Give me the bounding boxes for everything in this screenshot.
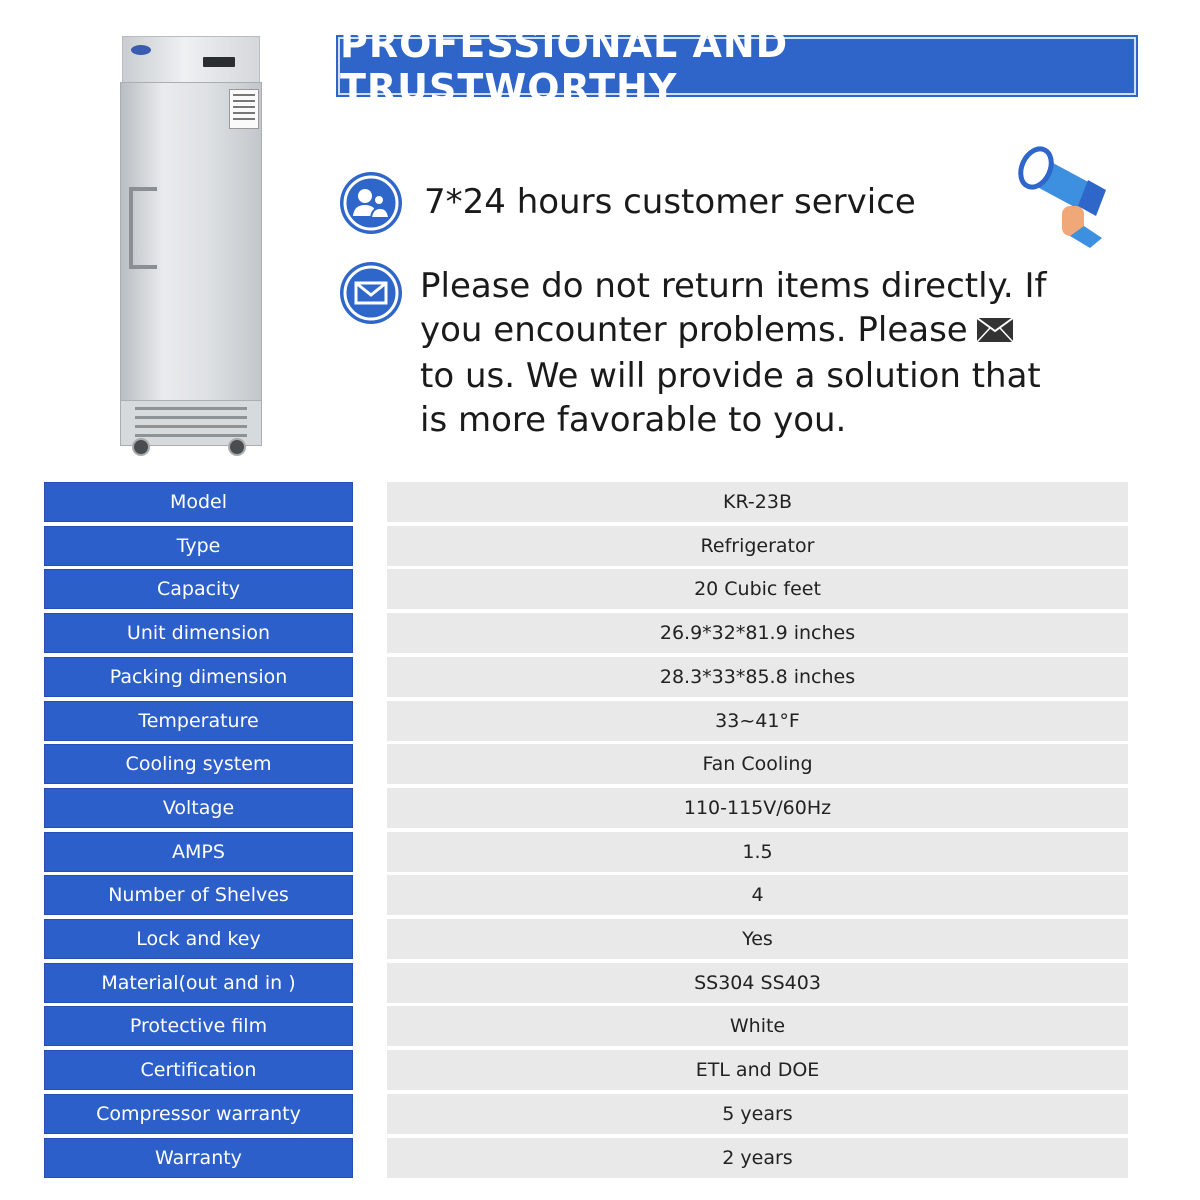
spec-value: Fan Cooling xyxy=(387,744,1128,784)
table-row xyxy=(44,875,1128,915)
table-row xyxy=(44,657,1128,697)
spec-label: Warranty xyxy=(44,1138,353,1178)
table-row xyxy=(44,526,1128,566)
spec-label: Certification xyxy=(44,1050,353,1090)
table-row xyxy=(44,701,1128,741)
table-row xyxy=(44,482,1128,522)
spec-label: Lock and key xyxy=(44,919,353,959)
service-hours-text: 7*24 hours customer service xyxy=(424,182,916,222)
spec-label: Number of Shelves xyxy=(44,875,353,915)
spec-value: 5 years xyxy=(387,1094,1128,1134)
mail-icon xyxy=(340,262,402,324)
spec-label: Protective film xyxy=(44,1006,353,1046)
envelope-icon xyxy=(976,310,1014,354)
spec-value: SS304 SS403 xyxy=(387,963,1128,1003)
page-title: PROFESSIONAL AND TRUSTWORTHY xyxy=(340,22,789,110)
table-row xyxy=(44,832,1128,872)
table-row xyxy=(44,1094,1128,1134)
door-handle xyxy=(129,187,157,269)
spec-value: 2 years xyxy=(387,1138,1128,1178)
spec-value: White xyxy=(387,1006,1128,1046)
spec-value: KR-23B xyxy=(387,482,1128,522)
table-row xyxy=(44,1006,1128,1046)
header-banner xyxy=(338,22,1136,110)
spec-label: Temperature xyxy=(44,701,353,741)
fridge-door xyxy=(120,82,262,402)
return-policy-text xyxy=(420,264,1060,442)
spec-value: 4 xyxy=(387,875,1128,915)
spec-label: Packing dimension xyxy=(44,657,353,697)
customer-service-icon xyxy=(340,172,402,234)
brand-logo xyxy=(131,45,151,55)
spec-label: AMPS xyxy=(44,832,353,872)
table-row xyxy=(44,919,1128,959)
return-line: you encounter problems. Please xyxy=(420,308,1060,354)
table-row xyxy=(44,963,1128,1003)
spec-label: Model xyxy=(44,482,353,522)
table-row xyxy=(44,569,1128,609)
table-row xyxy=(44,788,1128,828)
spec-label: Unit dimension xyxy=(44,613,353,653)
spec-label: Material(out and in ) xyxy=(44,963,353,1003)
table-row xyxy=(44,744,1128,784)
spec-label: Capacity xyxy=(44,569,353,609)
table-row xyxy=(44,1138,1128,1178)
caster-wheel xyxy=(228,438,246,456)
return-line: to us. We will provide a solution that xyxy=(420,355,1041,396)
spec-label: Cooling system xyxy=(44,744,353,784)
spec-value: Refrigerator xyxy=(387,526,1128,566)
return-line: Please do not return items directly. If xyxy=(420,266,1047,306)
spec-sticker xyxy=(229,89,259,129)
spec-label: Compressor warranty xyxy=(44,1094,353,1134)
product-image-refrigerator xyxy=(118,36,264,456)
spec-label: Type xyxy=(44,526,353,566)
spec-value: Yes xyxy=(387,919,1128,959)
fridge-top-panel xyxy=(122,36,260,84)
megaphone-icon xyxy=(1010,136,1120,264)
spec-value: 110-115V/60Hz xyxy=(387,788,1128,828)
spec-value: 26.9*32*81.9 inches xyxy=(387,613,1128,653)
table-row xyxy=(44,613,1128,653)
spec-value: 20 Cubic feet xyxy=(387,569,1128,609)
spec-label: Voltage xyxy=(44,788,353,828)
return-line: is more favorable to you. xyxy=(420,399,847,440)
table-row xyxy=(44,1050,1128,1090)
spec-value: 1.5 xyxy=(387,832,1128,872)
temperature-display xyxy=(203,57,235,67)
spec-value: ETL and DOE xyxy=(387,1050,1128,1090)
spec-value: 28.3*33*85.8 inches xyxy=(387,657,1128,697)
spec-value: 33~41°F xyxy=(387,701,1128,741)
caster-wheel xyxy=(132,438,150,456)
